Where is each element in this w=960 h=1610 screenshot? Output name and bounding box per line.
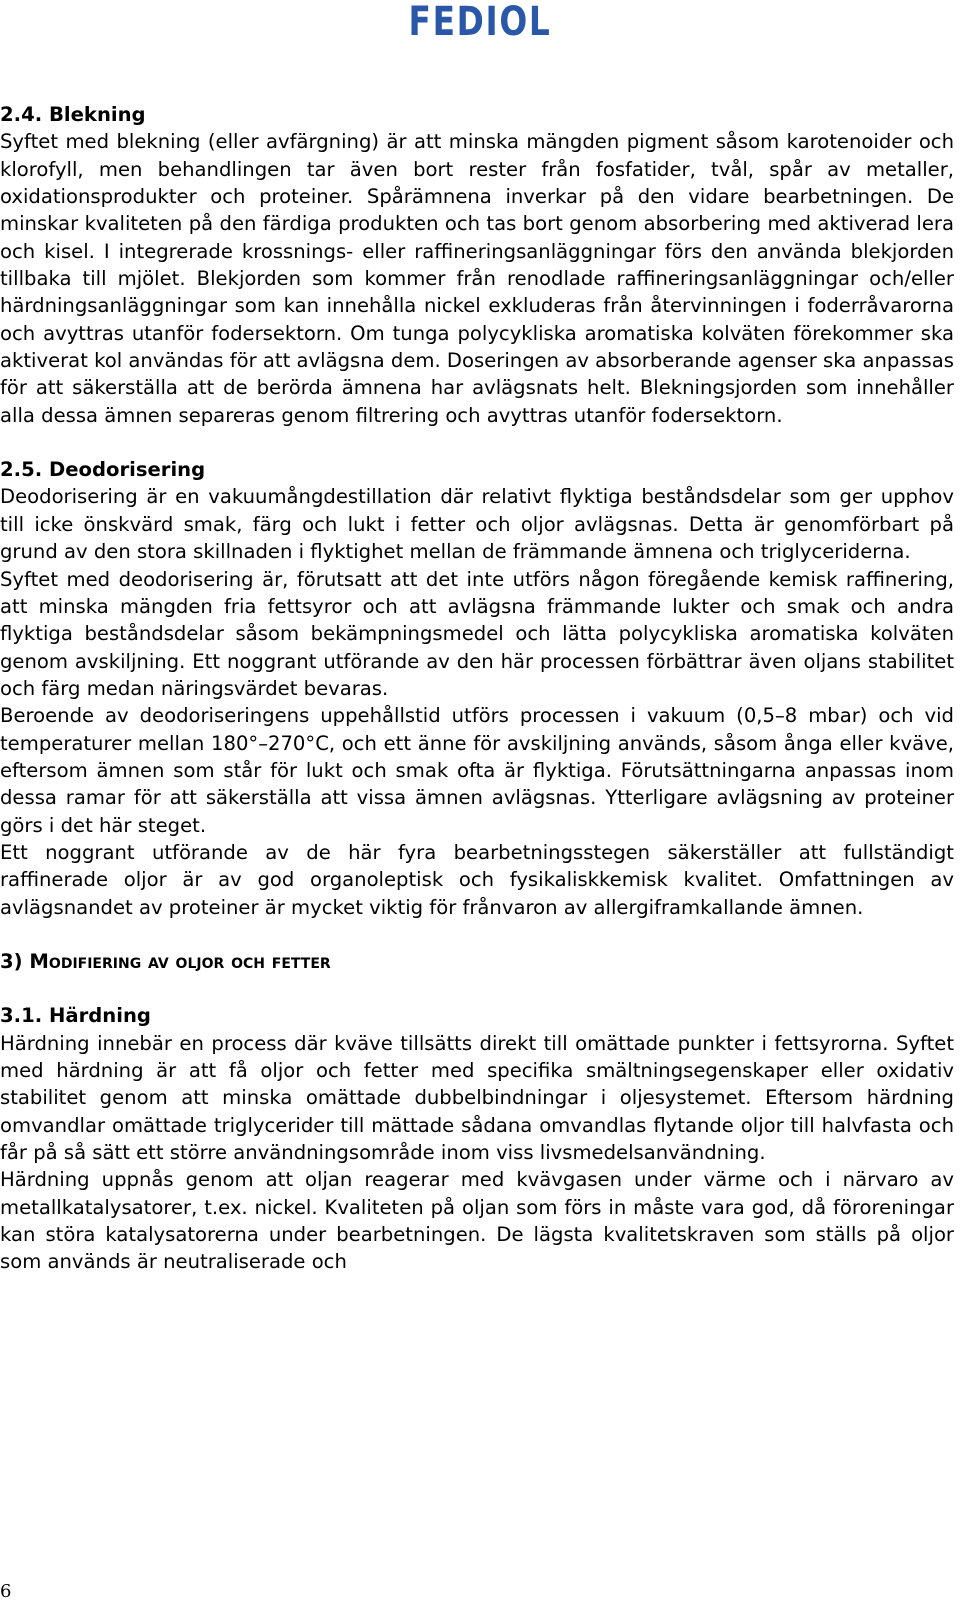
chapter-number: 3): [0, 949, 23, 973]
paragraph-deodorisering-3: Beroende av deodoriseringens uppehållstid utförs processen i vakuum (0,5–8 mbar) och vid temperaturer mellan 180°–270°C, och ett änne för avskiljning används, såsom ånga eller kväve, eftersom ämnen som står för lukt och smak ofta är flyktiga. Förutsättningarna anpassas inom dessa ramar för att säkerställa att vissa ämnen avlägsnas. Ytterligare avlägsning av proteiner görs i det här steget.: [0, 704, 954, 837]
paragraph-deodorisering-4: Ett noggrant utförande av de här fyra bearbetningsstegen säkerställer att fullständigt raffinerade oljor är av god organoleptisk och fysikaliskkemisk kvalitet. Omfattningen av avlägsnandet av proteiner är mycket viktig för frånvaron av allergiframkallande ämnen.: [0, 840, 954, 919]
fediol-logo: FEDIOL: [408, 0, 552, 45]
spacer: [0, 921, 954, 948]
paragraph-blekning: Syftet med blekning (eller avfärgning) är att minska mängden pigment såsom karotenoider och klorofyll, men behandlingen tar även bort rester från fosfatider, tvål, spår av metaller, oxidationsprodukter och proteiner. Spårämnena inverkar på den vidare bearbetningen. De minskar kvaliteten på den färdiga produkten och tas bort genom absorbering med aktiverad lera och kisel. I integrerade krossnings- eller raffineringsanläggningar förs den använda blekjorden tillbaka till mjölet. Blekjorden som kommer från renodlade raffineringsanläggningar och/eller härdningsanläggningar som kan innehålla nickel exkluderas från återvinningen i foderråvarorna och avyttras utanför fodersektorn. Om tunga polycykliska aromatiska kolväten förekommer ska aktiverat kol användas för att avlägsna dem. Doseringen av absorberande agenser ska anpassas för att säkerställa att de berörda ämnena har avlägsnats helt. Blekningsjorden som innehåller alla dessa ämnen separeras genom filtrering och avyttras utanför fodersektorn.: [0, 130, 954, 427]
spacer: [0, 975, 954, 1002]
section-heading-blekning: 2.4. Blekning: [0, 103, 146, 126]
paragraph-deodorisering-1: Deodorisering är en vakuumångdestillation där relativt flyktiga beståndsdelar som ger upphov till icke önskvärd smak, färg och lukt i fetter och oljor avlägsnas. Detta är genomförbart på grund av den stora skillnaden i flyktighet mellan de främmande ämnena och triglyceriderna.: [0, 485, 954, 564]
paragraph-deodorisering-2: Syftet med deodorisering är, förutsatt att det inte utförs någon föregående kemisk raffinering, att minska mängden fria fettsyror och att avlägsna främmande lukter och smak och andra flyktiga beståndsdelar såsom bekämpningsmedel och lätta polycykliska aromatiska kolväten genom avskiljning. Ett noggrant utförande av den här processen förbättrar även oljans stabilitet och färg medan näringsvärdet bevaras.: [0, 567, 954, 700]
paragraph-hardning-2: Härdning uppnås genom att oljan reagerar med kvävgasen under värme och i närvaro av metallkatalysatorer, t.ex. nickel. Kvaliteten på oljan som förs in måste vara god, då föroreningar kan störa katalysatorerna under bearbetningen. De lägsta kvalitetskraven som ställs på oljor som används är neutraliserade och: [0, 1168, 954, 1274]
page-number: 6: [0, 1581, 12, 1602]
chapter-title: Modifiering av oljor och fetter: [29, 949, 331, 973]
document-body: [0, 101, 954, 1276]
section-heading-deodorisering: 2.5. Deodorisering: [0, 458, 206, 482]
paragraph-hardning-1: Härdning innebär en process där kväve tillsätts direkt till omättade punkter i fettsyrorna. Syftet med härdning är att få oljor och fetter med specifika smältningsegenskaper eller oxidativ stabilitet genom att minska omättade dubbelbindningar i oljesystemet. Eftersom härdning omvandlar omättade triglycerider till mättade sådana omvandlas flytande oljor till halvfasta och får på så sätt ett större användningsområde inom viss livsmedelsanvändning.: [0, 1031, 954, 1165]
section-heading-hardning: 3.1. Härdning: [0, 1004, 151, 1028]
spacer: [0, 429, 954, 456]
chapter-heading: [0, 948, 954, 975]
